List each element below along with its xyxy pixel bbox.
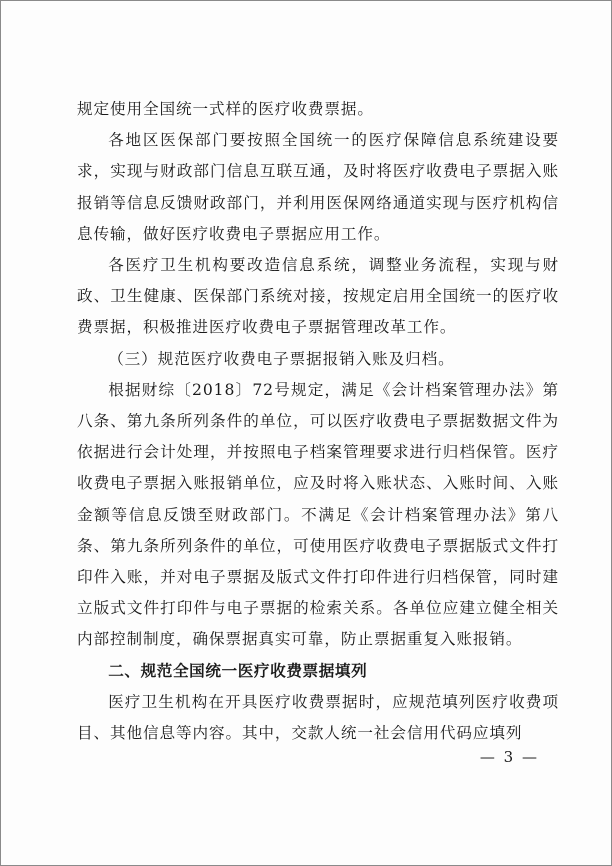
paragraph-continuation: 规定使用全国统一式样的医疗收费票据。 (77, 100, 374, 118)
page-number: — 3 — (479, 748, 539, 766)
document-body (77, 94, 559, 749)
section-heading: 二、规范全国统一医疗收费票据填列 (108, 661, 368, 680)
paragraph-reimbursement-archiving: 根据财综〔2018〕72号规定，满足《会计档案管理办法》第八条、第九条所列条件的单位，可以医疗收费电子票据数据文件为依据进行会计处理，并按照电子档案管理要求进行归档保管。医疗收费电子票据入账报销单位，应及时将入账状态、入账时间、入账金额等信息反馈至财政部门。不满足《会计档案管理办法》第八条、第九条所列条件的单位，可使用医疗收费电子票据版式文件打印件入账，并对电子票据及版式文件打印件进行归档保管，同时建立版式文件打印件与电子票据的检索关系。各单位应建立健全相关内部控制制度，确保票据真实可靠，防止票据重复入账报销。 (77, 380, 559, 649)
paragraph-filling-rules: 医疗卫生机构在开具医疗收费票据时，应规范填列医疗收费项目、其他信息等内容。其中，交款人统一社会信用代码应填列 (77, 692, 559, 743)
paragraph-medical-insurance-departments: 各地区医保部门要按照全国统一的医疗保障信息系统建设要求，实现与财政部门信息互联互通，及时将医疗收费电子票据入账报销等信息反馈财政部门，并利用医保网络通道实现与医疗机构信息传输，做好医疗收费电子票据应用工作。 (77, 131, 559, 243)
section-subheading: （三）规范医疗收费电子票据报销入账及归档。 (108, 349, 455, 368)
paragraph-medical-institutions: 各医疗卫生机构要改造信息系统，调整业务流程，实现与财政、卫生健康、医保部门系统对接，按规定启用全国统一的医疗收费票据，积极推进医疗收费电子票据管理改革工作。 (77, 256, 559, 337)
